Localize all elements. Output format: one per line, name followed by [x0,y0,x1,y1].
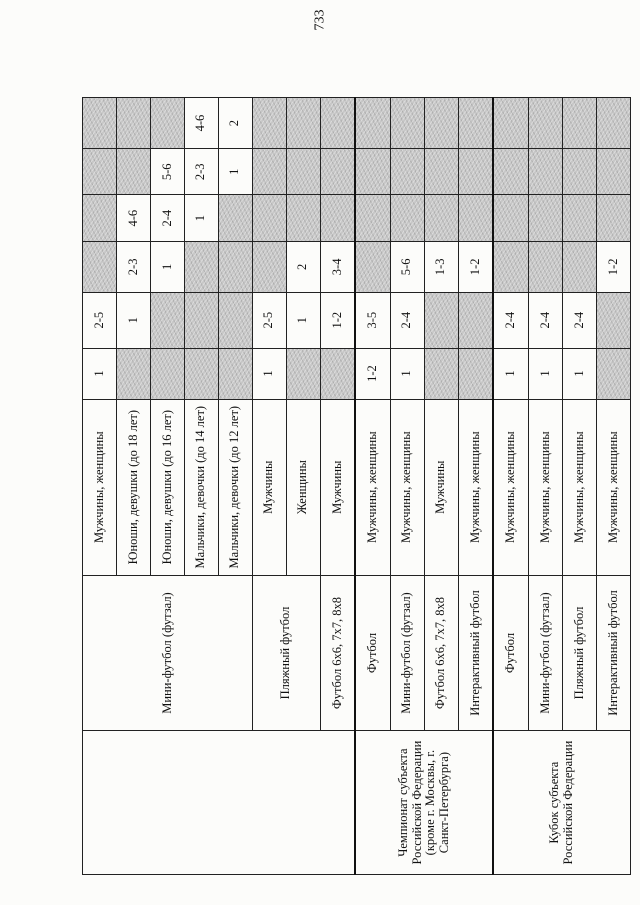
discipline-cell: Футбол [355,575,390,730]
shaded-cell [252,195,286,241]
shaded-cell [596,149,630,195]
shaded-cell [286,348,320,399]
results-table [82,97,631,875]
place-cell: 5-6 [150,149,184,195]
age-group-cell: Мужчины [252,399,286,575]
place-cell: 5-6 [390,241,424,292]
shaded-cell [184,348,218,399]
shaded-cell [596,195,630,241]
shaded-cell [390,195,424,241]
place-cell: 2-5 [83,292,117,348]
place-cell: 2-3 [116,241,150,292]
shaded-cell [116,98,150,149]
shaded-cell [83,98,117,149]
place-cell: 2-4 [562,292,596,348]
place-cell: 1-2 [458,241,493,292]
place-cell: 1 [83,348,117,399]
place-cell: 2-4 [529,292,563,348]
age-group-cell: Мужчины, женщины [562,399,596,575]
age-group-cell: Мужчины, женщины [458,399,493,575]
shaded-cell [529,98,563,149]
place-cell: 1 [562,348,596,399]
age-group-cell: Мальчики, девочки (до 12 лет) [218,399,252,575]
table-row [83,98,117,875]
shaded-cell [83,195,117,241]
shaded-cell [458,149,493,195]
shaded-cell [116,149,150,195]
place-cell: 2-4 [150,195,184,241]
shaded-cell [493,241,528,292]
shaded-cell [218,241,252,292]
discipline-cell: Интерактивный футбол [458,575,493,730]
place-cell: 1 [390,348,424,399]
shaded-cell [424,292,458,348]
table-row [493,98,528,875]
place-cell: 1-2 [596,241,630,292]
discipline-cell: Пляжный футбол [252,575,320,730]
discipline-cell: Футбол 6х6, 7х7, 8х8 [320,575,355,730]
shaded-cell [83,241,117,292]
shaded-cell [218,348,252,399]
place-cell: 1 [286,292,320,348]
age-group-cell: Юноши, девушки (до 16 лет) [150,399,184,575]
shaded-cell [320,149,355,195]
discipline-cell: Мини-футбол (футзал) [390,575,424,730]
discipline-cell: Пляжный футбол [562,575,596,730]
shaded-cell [252,241,286,292]
discipline-cell: Мини-футбол (футзал) [529,575,563,730]
shaded-cell [150,292,184,348]
group-cell [83,731,356,875]
shaded-cell [390,149,424,195]
shaded-cell [424,195,458,241]
age-group-cell: Мужчины [320,399,355,575]
discipline-cell: Футбол 6х6, 7х7, 8х8 [424,575,458,730]
shaded-cell [116,348,150,399]
place-cell: 2 [286,241,320,292]
shaded-cell [150,348,184,399]
shaded-cell [424,149,458,195]
age-group-cell: Мужчины, женщины [493,399,528,575]
place-cell: 2-5 [252,292,286,348]
age-group-cell: Мужчины, женщины [355,399,390,575]
shaded-cell [529,241,563,292]
age-group-cell: Мальчики, девочки (до 14 лет) [184,399,218,575]
discipline-cell: Мини-футбол (футзал) [83,575,253,730]
place-cell: 4-6 [116,195,150,241]
shaded-cell [320,98,355,149]
age-group-cell: Мужчины, женщины [83,399,117,575]
place-cell: 1 [493,348,528,399]
group-cell: Кубок субъекта Российской Федерации [493,731,630,875]
place-cell: 1 [184,195,218,241]
shaded-cell [252,98,286,149]
shaded-cell [355,98,390,149]
shaded-cell [458,348,493,399]
shaded-cell [83,149,117,195]
place-cell: 3-5 [355,292,390,348]
shaded-cell [320,195,355,241]
age-group-cell: Мужчины [424,399,458,575]
shaded-cell [562,98,596,149]
place-cell: 1-2 [320,292,355,348]
shaded-cell [150,98,184,149]
age-group-cell: Женщины [286,399,320,575]
place-cell: 1 [218,149,252,195]
shaded-cell [355,149,390,195]
shaded-cell [184,292,218,348]
group-cell: Чемпионат субъекта Российской Федерации (кроме г. Москвы, г. Санкт-Петербурга) [355,731,493,875]
shaded-cell [458,98,493,149]
age-group-cell: Мужчины, женщины [390,399,424,575]
shaded-cell [529,195,563,241]
shaded-cell [493,149,528,195]
age-group-cell: Мужчины, женщины [529,399,563,575]
place-cell: 2-4 [493,292,528,348]
place-cell: 1 [529,348,563,399]
shaded-cell [493,195,528,241]
shaded-cell [286,195,320,241]
shaded-cell [218,195,252,241]
place-cell: 2-3 [184,149,218,195]
place-cell: 3-4 [320,241,355,292]
age-group-cell: Мужчины, женщины [596,399,630,575]
page-number: 733 [312,9,327,31]
shaded-cell [252,149,286,195]
shaded-cell [562,149,596,195]
shaded-cell [529,149,563,195]
shaded-cell [355,241,390,292]
shaded-cell [286,98,320,149]
place-cell: 1 [116,292,150,348]
shaded-cell [562,241,596,292]
discipline-cell: Интерактивный футбол [596,575,630,730]
results-table-rotated [82,97,631,875]
age-group-cell: Юноши, девушки (до 18 лет) [116,399,150,575]
shaded-cell [458,195,493,241]
shaded-cell [458,292,493,348]
shaded-cell [320,348,355,399]
shaded-cell [390,98,424,149]
place-cell: 1-2 [355,348,390,399]
shaded-cell [493,98,528,149]
shaded-cell [286,149,320,195]
place-cell: 1 [252,348,286,399]
shaded-cell [596,348,630,399]
place-cell: 1 [150,241,184,292]
shaded-cell [355,195,390,241]
shaded-cell [184,241,218,292]
shaded-cell [218,292,252,348]
table-row [355,98,390,875]
shaded-cell [562,195,596,241]
place-cell: 4-6 [184,98,218,149]
shaded-cell [596,292,630,348]
shaded-cell [424,98,458,149]
place-cell: 1-3 [424,241,458,292]
shaded-cell [596,98,630,149]
place-cell: 2-4 [390,292,424,348]
place-cell: 2 [218,98,252,149]
shaded-cell [424,348,458,399]
discipline-cell: Футбол [493,575,528,730]
